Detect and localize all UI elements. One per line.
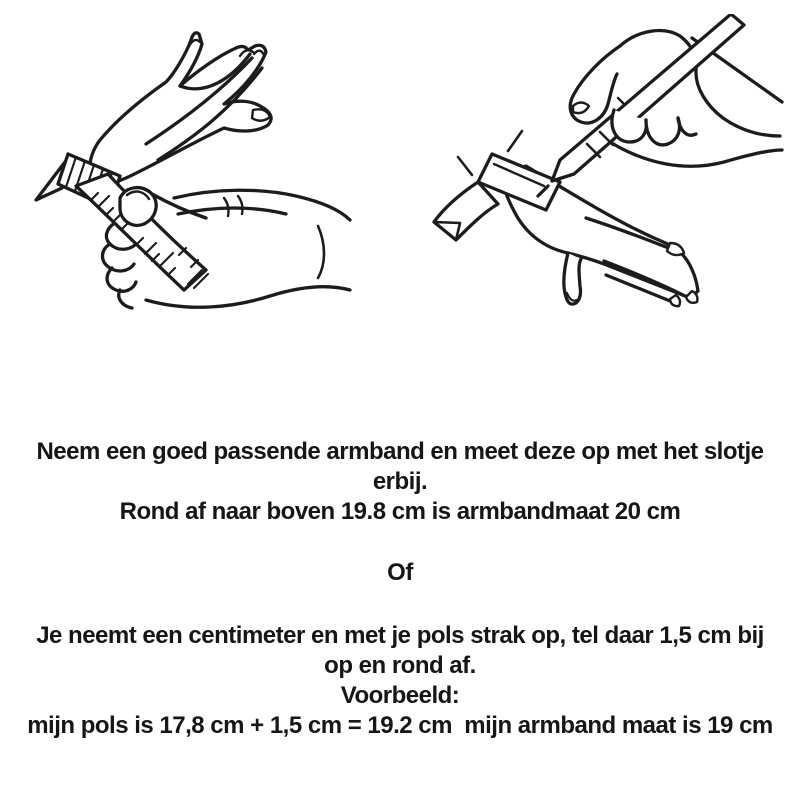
pen-marking-wrist-strip-illustration	[424, 14, 789, 339]
method2-line3: Voorbeeld:	[340, 682, 460, 709]
method1-line1: Neem een goed passende armband en meet deze op met het slotje	[36, 438, 764, 465]
method2-line1: Je neemt een centimeter en met je pols strak op, tel daar 1,5 cm bij	[36, 622, 764, 649]
method1-line3: Rond af naar boven 19.8 cm is armbandmaat 20 cm	[119, 498, 681, 525]
measuring-tape-around-wrist-illustration	[28, 12, 363, 337]
method2-line4: mijn pols is 17,8 cm + 1,5 cm = 19.2 cm mijn armband maat is 19 cm	[27, 712, 773, 739]
method1-line2: erbij.	[372, 468, 428, 495]
separator-of: Of	[387, 559, 413, 586]
instructions-text	[0, 437, 800, 741]
method2-line2: op en rond af.	[324, 652, 476, 679]
